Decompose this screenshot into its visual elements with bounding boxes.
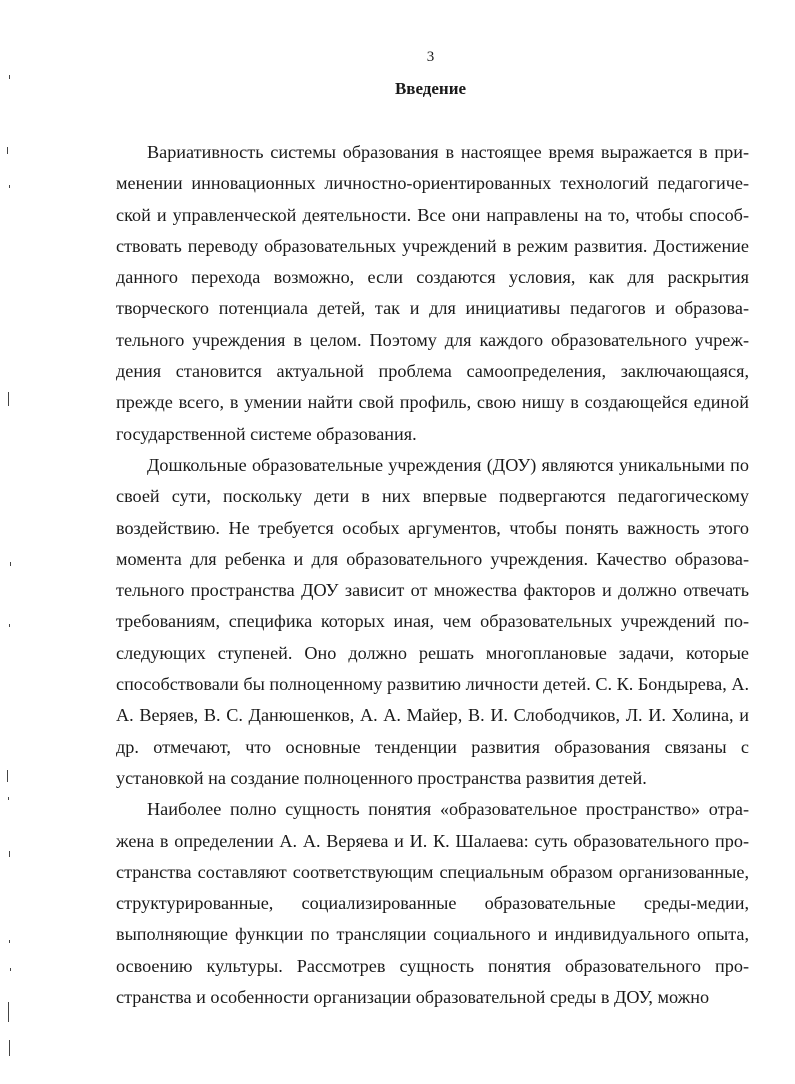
body-text [116, 137, 749, 1013]
scan-speck [8, 797, 9, 800]
scan-speck [10, 562, 11, 566]
paragraph-1: Вариативность системы образования в настоящее время выражается в применении инновационных личностно-ориентированных технологий педагогической и управленческой деятельности. Все они направлены на то, чтобы способствовать переводу образовательных учреждений в режим развития. Достижение данного перехода возможно, если создаются условия, как для раскрытия творческого потенциала детей, так и для инициативы педагогов и образовательного учреждения в целом. Поэтому для каждого образовательного учреждения становится актуальной проблема самоопределения, заключающаяся, прежде всего, в умении найти свой профиль, свою нишу в создающейся единой государственной системе образования. [116, 142, 749, 444]
scan-speck [8, 392, 9, 406]
scan-speck [8, 1002, 9, 1022]
section-heading: Введение [394, 79, 467, 98]
scan-speck [9, 75, 10, 79]
scan-speck [9, 185, 10, 188]
paragraph-2: Дошкольные образовательные учреждения (ДОУ) являются уникальными по своей сути, поскольку дети в них впервые подвергаются педагогическому воздействию. Не требуется особых аргументов, чтобы понять важность этого момента для ребенка и для образовательного учреждения. Качество образовательного пространства ДОУ зависит от множества факторов и должно отвечать требованиям, специфика которых иная, чем образовательных учреждений последующих ступеней. Оно должно решать многоплановые задачи, которые способствовали бы полноценному развитию личности детей. С. К. Бондырева, А. А. Веряев, В. С. Данюшенков, А. А. Майер, В. И. Слободчиков, Л. И. Холина, и др. отмечают, что основные тенденции развития образования связаны с установкой на создание полноценного пространства развития детей. [116, 454, 749, 788]
page-number: 3 [426, 49, 435, 65]
scan-speck [7, 147, 8, 154]
scan-speck [9, 1040, 10, 1056]
scan-speck [10, 968, 11, 971]
scan-speck [9, 624, 10, 627]
scan-speck [9, 851, 10, 857]
scan-speck [9, 940, 10, 943]
scan-speck [7, 770, 8, 782]
paragraph-3: Наиболее полно сущность понятия «образовательное пространство» отражена в определении А. А. Веряева и И. К. Шалаева: суть образовательного пространства составляют соответствующим специальным образом организованные, структурированные, социализированные образовательные среды-медии, выполняющие функции по трансляции социального и индивидуального опыта, освоению культуры. Рассмотрев сущность понятия образовательного пространства и особенности организации образовательной среды в ДОУ, можно [116, 799, 749, 1008]
